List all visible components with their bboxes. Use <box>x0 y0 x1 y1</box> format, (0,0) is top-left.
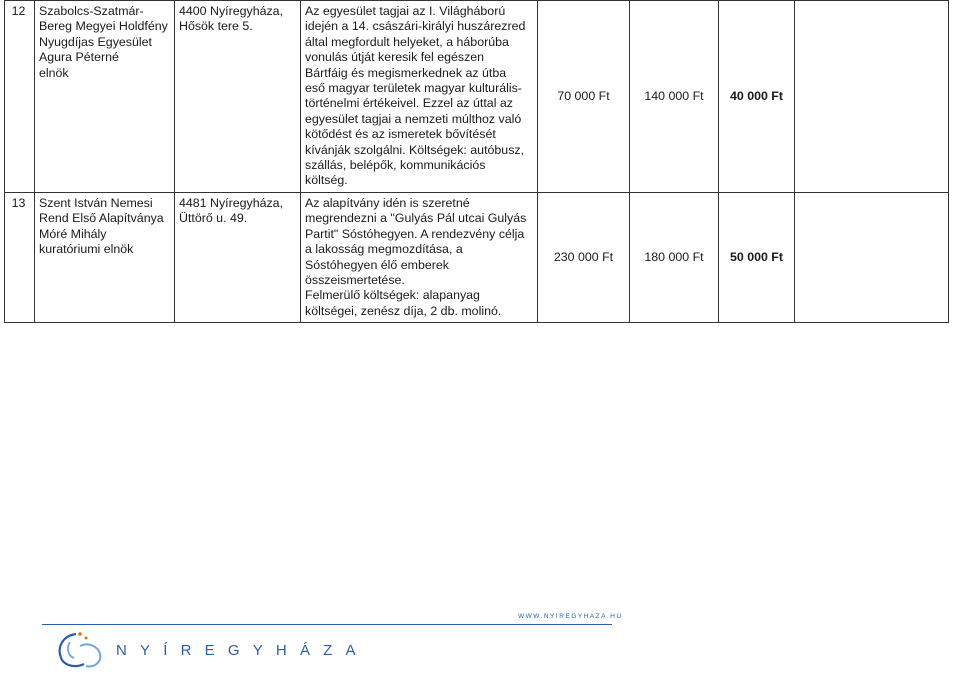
own-share-cell: 180 000 Ft <box>630 192 719 322</box>
row-number: 12 <box>5 1 35 193</box>
nyiregyhaza-logo-icon <box>54 628 106 670</box>
support-amount-cell: 40 000 Ft <box>719 1 795 193</box>
empty-cell <box>795 1 949 193</box>
footer-divider <box>42 624 612 625</box>
grant-table <box>4 0 949 323</box>
row-number: 13 <box>5 192 35 322</box>
description-cell: Az alapítvány idén is szeretné megrendezni a "Gulyás Pál utcai Gulyás Partit" Sóstóhegyen. A rendezvény célja a lakosság megmozdítása, a Sóstóhegyen élő emberek összeismertetése. Felmerülő költségek: alapanyag költségei, zenész díja, 2 db. molinó. <box>301 192 538 322</box>
address-cell: 4400 Nyíregyháza, Hősök tere 5. <box>175 1 301 193</box>
empty-cell <box>795 192 949 322</box>
table-row <box>5 1 949 193</box>
footer-url: WWW.NYIREGYHAZA.HU <box>518 613 623 620</box>
applicant-cell: Szabolcs-Szatmár- Bereg Megyei Holdfény Nyugdíjas Egyesület Agura Péterné elnök <box>35 1 175 193</box>
footer-city-wordmark: NYÍREGYHÁZA <box>116 642 369 659</box>
address-cell: 4481 Nyíregyháza, Üttörő u. 49. <box>175 192 301 322</box>
own-share-cell: 140 000 Ft <box>630 1 719 193</box>
support-amount-cell: 50 000 Ft <box>719 192 795 322</box>
description-cell: Az egyesület tagjai az I. Világháború idején a 14. császári-királyi huszárezred által megfordult helyeket, a háborúba vonulás útját keresik fel egészen Bártfáig és megismerkednek az útba eső magyar területek magyar kulturális- történelmi értékeivel. Ezzel az úttal az egyesület tagjai a nemzeti múlthoz való kötődést és az ismeretek bővítését kívánják szolgálni. Költségek: autóbusz, szállás, belépők, kommunikációs költség. <box>301 1 538 193</box>
total-cost-cell: 70 000 Ft <box>538 1 630 193</box>
applicant-cell: Szent István Nemesi Rend Első Alapítványa Móré Mihály kuratóriumi elnök <box>35 192 175 322</box>
table-row <box>5 192 949 322</box>
total-cost-cell: 230 000 Ft <box>538 192 630 322</box>
